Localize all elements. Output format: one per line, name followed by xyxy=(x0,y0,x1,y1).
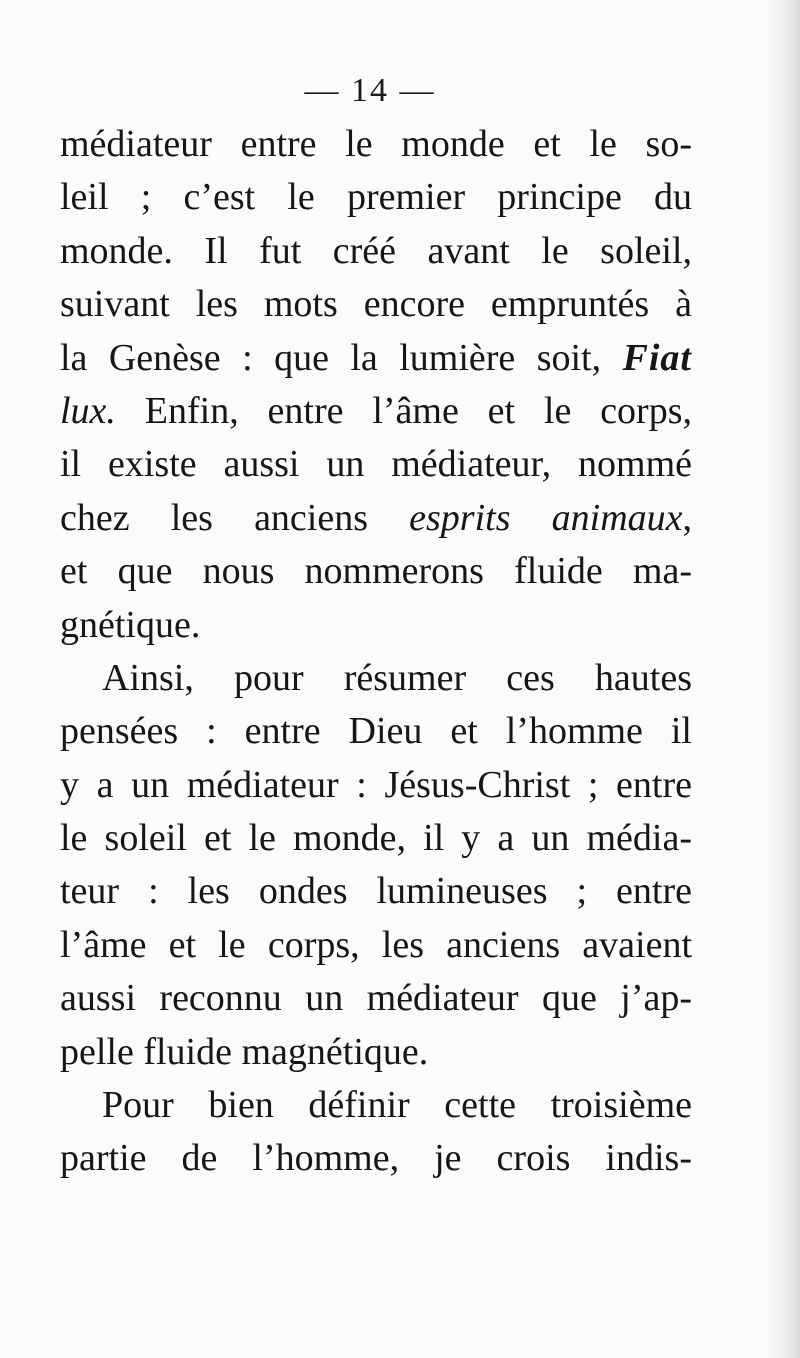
text-line: Pour bien définir cette troisième xyxy=(102,1084,692,1127)
text-line xyxy=(60,492,692,545)
text-line: partie de l’homme, je crois indis- xyxy=(60,1137,692,1180)
text-line xyxy=(60,332,692,385)
text-line: l’âme et le corps, les anciens avaient xyxy=(60,923,692,966)
italic-term: esprits animaux xyxy=(409,496,683,539)
text-fragment: chez les anciens xyxy=(60,496,369,539)
text-line: médiateur entre le monde et le so- xyxy=(60,123,692,165)
latin-phrase: lux. xyxy=(60,389,116,432)
text-line: y a un médiateur : Jésus-Christ ; entre xyxy=(60,763,692,806)
text-line: aussi reconnu un médiateur que j’ap- xyxy=(60,977,692,1020)
text-fragment: Enfin, entre l’âme et le corps, xyxy=(144,389,693,432)
text-line: suivant les mots encore empruntés à xyxy=(60,283,692,326)
text-line: leil ; c’est le premier principe du xyxy=(60,176,692,219)
page-edge-shadow xyxy=(766,0,800,1358)
page-text xyxy=(60,118,692,1186)
text-line: le soleil et le monde, il y a un média- xyxy=(60,817,692,860)
page-number: — 14 — xyxy=(304,72,436,109)
text-line: monde. Il fut créé avant le soleil, xyxy=(60,229,692,272)
text-line xyxy=(60,385,692,438)
text-line: et que nous nommerons fluide ma- xyxy=(60,550,692,593)
text-fragment: , xyxy=(682,496,692,539)
text-line: gnétique. xyxy=(60,603,201,646)
text-fragment: la Genèse : que la lumière soit, xyxy=(60,336,602,379)
text-line: pelle fluide magnétique. xyxy=(60,1030,429,1073)
text-line: il existe aussi un médiateur, nommé xyxy=(60,443,692,486)
text-line: Ainsi, pour résumer ces hautes xyxy=(102,656,692,699)
text-line: teur : les ondes lumineuses ; entre xyxy=(60,870,692,913)
latin-phrase: Fiat xyxy=(622,336,692,379)
text-line: pensées : entre Dieu et l’homme il xyxy=(60,710,692,753)
